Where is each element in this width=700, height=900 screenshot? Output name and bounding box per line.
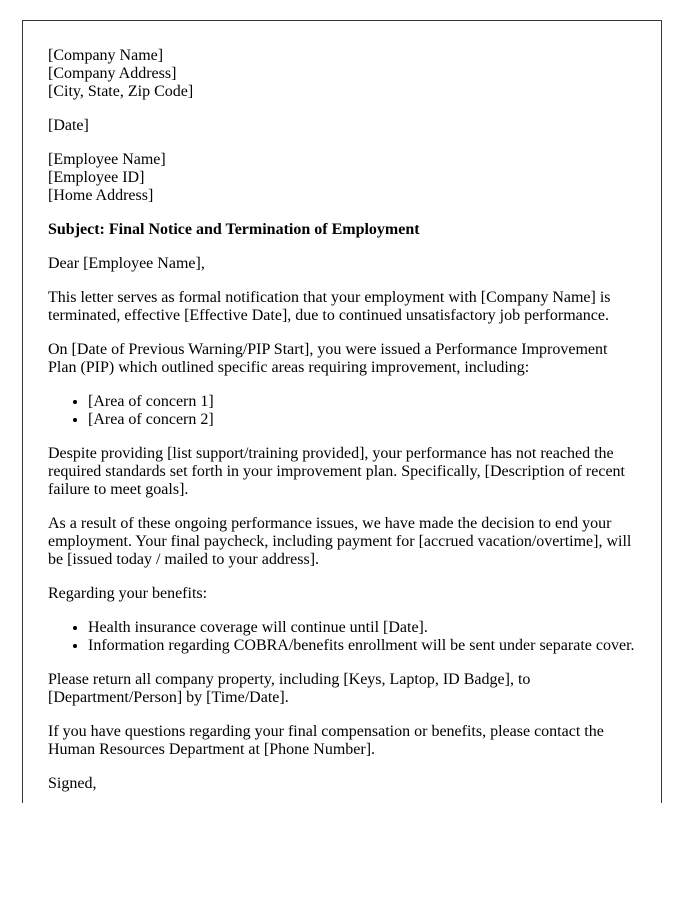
company-address-block <box>48 47 636 101</box>
paragraph-decision-paycheck: As a result of these ongoing performance issues, we have made the decision to end your employment. Your final paycheck, including payment for [accrued vacation/overtime], will be [issued today / mailed to your address]. <box>48 515 632 568</box>
employee-name-line: [Employee Name] <box>48 151 166 168</box>
home-address-line: [Home Address] <box>48 187 154 204</box>
benefits-bullet-item: • Health insurance coverage will continue until [Date]. <box>88 619 636 637</box>
paragraph-termination-notification: This letter serves as formal notification that your employment with [Company Name] is terminated, effective [Effective Date], due to continued unsatisfactory job performance. <box>48 289 611 324</box>
subject-line: Subject: Final Notice and Termination of Employment <box>48 221 420 238</box>
salutation: Dear [Employee Name], <box>48 255 205 272</box>
date-line: [Date] <box>48 117 89 134</box>
employee-id-line: [Employee ID] <box>48 169 145 186</box>
concern-bullet-item: • [Area of concern 2] <box>88 411 636 429</box>
company-name-line: [Company Name] <box>48 47 164 64</box>
closing-signed: Signed, <box>48 775 97 792</box>
benefits-bullet-list <box>48 619 636 655</box>
benefits-heading: Regarding your benefits: <box>48 585 208 602</box>
paragraph-despite-support: Despite providing [list support/training provided], your performance has not reached the required standards set forth in your improvement plan. Specifically, [Description of recent failure to meet goals]. <box>48 445 625 498</box>
letter-document <box>22 20 662 803</box>
concern-bullet-list <box>48 393 636 429</box>
benefits-bullet-item: • Information regarding COBRA/benefits enrollment will be sent under separate cover. <box>88 637 636 655</box>
paragraph-return-property: Please return all company property, including [Keys, Laptop, ID Badge], to [Department/Person] by [Time/Date]. <box>48 671 531 706</box>
recipient-address-block <box>48 151 636 205</box>
paragraph-pip-issued: On [Date of Previous Warning/PIP Start], you were issued a Performance Improvement Plan (PIP) which outlined specific areas requiring improvement, including: <box>48 341 608 376</box>
paragraph-hr-contact: If you have questions regarding your final compensation or benefits, please contact the Human Resources Department at [Phone Number]. <box>48 723 604 758</box>
company-city-state-zip-line: [City, State, Zip Code] <box>48 83 194 100</box>
company-address-line: [Company Address] <box>48 65 177 82</box>
concern-bullet-item: • [Area of concern 1] <box>88 393 636 411</box>
